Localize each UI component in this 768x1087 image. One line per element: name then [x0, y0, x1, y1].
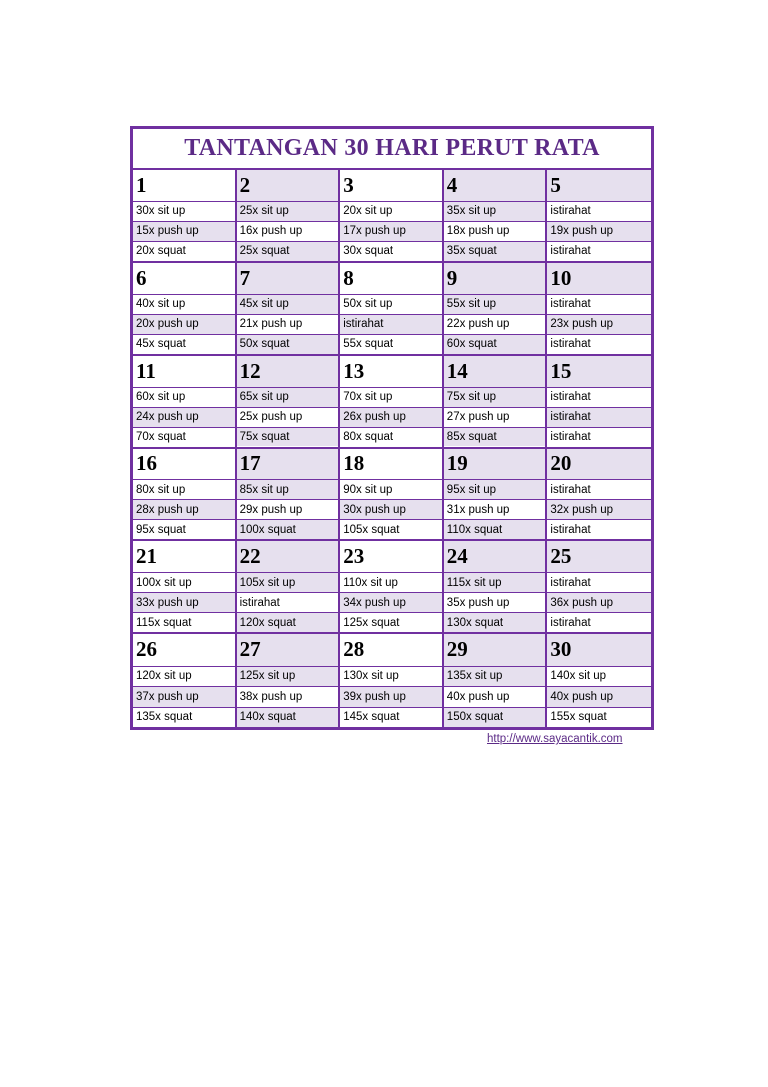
sit-up-task: 95x sit up [444, 479, 546, 499]
day-cell [340, 449, 444, 540]
sit-up-task: istirahat [547, 201, 651, 221]
day-cell [547, 541, 651, 632]
squat-task: 125x squat [340, 612, 442, 632]
push-up-task: 35x push up [444, 592, 546, 612]
squat-task: istirahat [547, 519, 651, 539]
day-number: 4 [444, 170, 546, 201]
sit-up-task: 80x sit up [133, 479, 235, 499]
push-up-task: 20x push up [133, 314, 235, 334]
squat-task: 45x squat [133, 334, 235, 354]
day-number: 7 [237, 263, 339, 294]
sit-up-task: istirahat [547, 479, 651, 499]
week-row [133, 356, 651, 449]
day-number: 30 [547, 634, 651, 666]
squat-task: istirahat [547, 427, 651, 447]
squat-task: 20x squat [133, 241, 235, 261]
push-up-task: 40x push up [547, 686, 651, 706]
push-up-task: 15x push up [133, 221, 235, 241]
squat-task: 50x squat [237, 334, 339, 354]
day-number: 14 [444, 356, 546, 387]
day-number: 2 [237, 170, 339, 201]
push-up-task: istirahat [237, 592, 339, 612]
squat-task: 70x squat [133, 427, 235, 447]
week-row [133, 263, 651, 356]
sit-up-task: 135x sit up [444, 666, 546, 686]
squat-task: 115x squat [133, 612, 235, 632]
day-cell [237, 449, 341, 540]
day-cell [444, 634, 548, 727]
squat-task: 140x squat [237, 707, 339, 727]
day-number: 27 [237, 634, 339, 666]
sit-up-task: 90x sit up [340, 479, 442, 499]
week-row [133, 449, 651, 542]
push-up-task: 26x push up [340, 407, 442, 427]
sit-up-task: 125x sit up [237, 666, 339, 686]
day-cell [444, 263, 548, 354]
day-cell [444, 541, 548, 632]
day-cell [237, 263, 341, 354]
squat-task: 150x squat [444, 707, 546, 727]
challenge-table [130, 126, 654, 730]
page-title: TANTANGAN 30 HARI PERUT RATA [133, 129, 651, 170]
day-cell [547, 263, 651, 354]
push-up-task: 22x push up [444, 314, 546, 334]
day-number: 26 [133, 634, 235, 666]
day-number: 15 [547, 356, 651, 387]
push-up-task: 25x push up [237, 407, 339, 427]
sit-up-task: 30x sit up [133, 201, 235, 221]
day-cell [237, 541, 341, 632]
sit-up-task: istirahat [547, 572, 651, 592]
day-cell [340, 541, 444, 632]
sit-up-task: 25x sit up [237, 201, 339, 221]
sit-up-task: istirahat [547, 294, 651, 314]
day-number: 11 [133, 356, 235, 387]
day-cell [133, 356, 237, 447]
sit-up-task: istirahat [547, 387, 651, 407]
sit-up-task: 120x sit up [133, 666, 235, 686]
sit-up-task: 75x sit up [444, 387, 546, 407]
sit-up-task: 70x sit up [340, 387, 442, 407]
sit-up-task: 105x sit up [237, 572, 339, 592]
sit-up-task: 85x sit up [237, 479, 339, 499]
day-number: 18 [340, 449, 442, 480]
sit-up-task: 100x sit up [133, 572, 235, 592]
day-number: 29 [444, 634, 546, 666]
day-number: 6 [133, 263, 235, 294]
squat-task: 35x squat [444, 241, 546, 261]
sit-up-task: 40x sit up [133, 294, 235, 314]
day-cell [340, 263, 444, 354]
day-cell [133, 634, 237, 727]
squat-task: 130x squat [444, 612, 546, 632]
week-row [133, 634, 651, 727]
day-cell [340, 356, 444, 447]
squat-task: 60x squat [444, 334, 546, 354]
squat-task: 25x squat [237, 241, 339, 261]
push-up-task: 18x push up [444, 221, 546, 241]
squat-task: 55x squat [340, 334, 442, 354]
day-number: 12 [237, 356, 339, 387]
squat-task: 135x squat [133, 707, 235, 727]
day-number: 3 [340, 170, 442, 201]
day-cell [547, 449, 651, 540]
day-cell [237, 634, 341, 727]
day-number: 1 [133, 170, 235, 201]
day-cell [444, 170, 548, 261]
source-link[interactable]: http://www.sayacantik.com [487, 733, 623, 745]
push-up-task: istirahat [340, 314, 442, 334]
week-row [133, 541, 651, 634]
push-up-task: 31x push up [444, 499, 546, 519]
push-up-task: 37x push up [133, 686, 235, 706]
squat-task: 95x squat [133, 519, 235, 539]
day-cell [547, 634, 651, 727]
push-up-task: 39x push up [340, 686, 442, 706]
push-up-task: 34x push up [340, 592, 442, 612]
day-number: 17 [237, 449, 339, 480]
push-up-task: 19x push up [547, 221, 651, 241]
push-up-task: 30x push up [340, 499, 442, 519]
day-cell [547, 170, 651, 261]
sit-up-task: 35x sit up [444, 201, 546, 221]
sit-up-task: 60x sit up [133, 387, 235, 407]
push-up-task: 16x push up [237, 221, 339, 241]
day-cell [133, 170, 237, 261]
day-cell [237, 356, 341, 447]
day-number: 20 [547, 449, 651, 480]
week-row [133, 170, 651, 263]
push-up-task: istirahat [547, 407, 651, 427]
day-number: 13 [340, 356, 442, 387]
push-up-task: 17x push up [340, 221, 442, 241]
sit-up-task: 110x sit up [340, 572, 442, 592]
push-up-task: 29x push up [237, 499, 339, 519]
day-number: 28 [340, 634, 442, 666]
push-up-task: 24x push up [133, 407, 235, 427]
squat-task: 100x squat [237, 519, 339, 539]
push-up-task: 36x push up [547, 592, 651, 612]
squat-task: 30x squat [340, 241, 442, 261]
day-number: 9 [444, 263, 546, 294]
squat-task: 155x squat [547, 707, 651, 727]
day-number: 19 [444, 449, 546, 480]
sit-up-task: 20x sit up [340, 201, 442, 221]
sit-up-task: 140x sit up [547, 666, 651, 686]
day-number: 10 [547, 263, 651, 294]
sit-up-task: 55x sit up [444, 294, 546, 314]
day-number: 25 [547, 541, 651, 572]
day-cell [133, 263, 237, 354]
push-up-task: 21x push up [237, 314, 339, 334]
day-cell [133, 541, 237, 632]
squat-task: istirahat [547, 241, 651, 261]
day-cell [340, 634, 444, 727]
push-up-task: 38x push up [237, 686, 339, 706]
day-number: 8 [340, 263, 442, 294]
day-cell [547, 356, 651, 447]
day-number: 16 [133, 449, 235, 480]
day-cell [133, 449, 237, 540]
day-cell [340, 170, 444, 261]
day-number: 23 [340, 541, 442, 572]
squat-task: 85x squat [444, 427, 546, 447]
sit-up-task: 50x sit up [340, 294, 442, 314]
day-number: 22 [237, 541, 339, 572]
squat-task: 105x squat [340, 519, 442, 539]
squat-task: istirahat [547, 612, 651, 632]
squat-task: 110x squat [444, 519, 546, 539]
squat-task: 80x squat [340, 427, 442, 447]
push-up-task: 23x push up [547, 314, 651, 334]
day-cell [237, 170, 341, 261]
sit-up-task: 115x sit up [444, 572, 546, 592]
push-up-task: 32x push up [547, 499, 651, 519]
sit-up-task: 65x sit up [237, 387, 339, 407]
day-number: 24 [444, 541, 546, 572]
push-up-task: 40x push up [444, 686, 546, 706]
day-number: 5 [547, 170, 651, 201]
push-up-task: 33x push up [133, 592, 235, 612]
day-cell [444, 449, 548, 540]
sit-up-task: 130x sit up [340, 666, 442, 686]
day-cell [444, 356, 548, 447]
squat-task: istirahat [547, 334, 651, 354]
sit-up-task: 45x sit up [237, 294, 339, 314]
push-up-task: 27x push up [444, 407, 546, 427]
squat-task: 75x squat [237, 427, 339, 447]
squat-task: 120x squat [237, 612, 339, 632]
push-up-task: 28x push up [133, 499, 235, 519]
squat-task: 145x squat [340, 707, 442, 727]
day-number: 21 [133, 541, 235, 572]
